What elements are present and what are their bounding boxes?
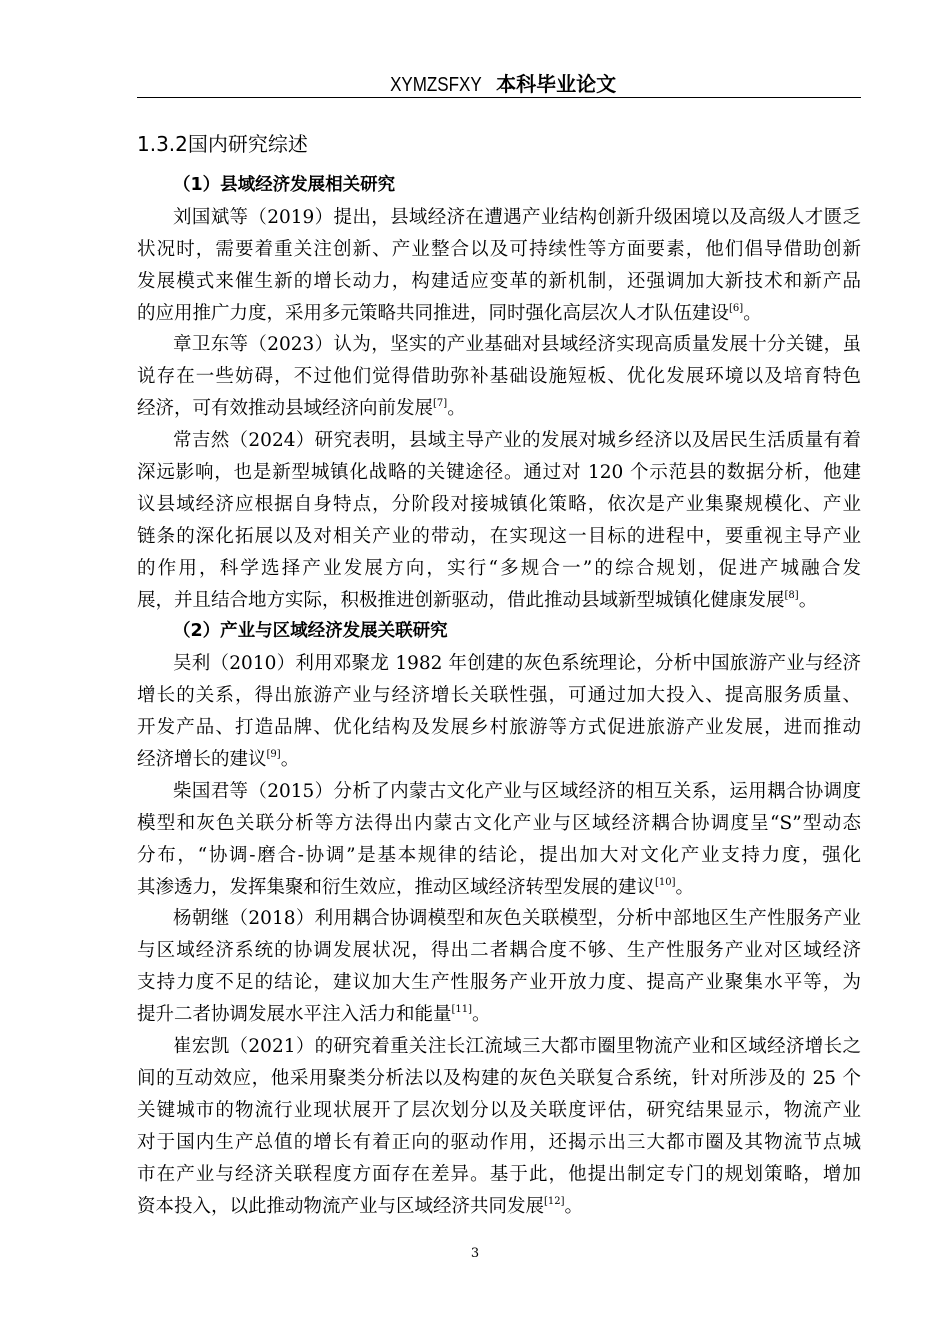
paragraph-line [137,393,861,425]
paragraph-line [137,808,861,840]
line-text: 崔宏凯（2021）的研究着重关注长江流域三大都市圈里物流产业和区域经济增长之 [173,1036,861,1058]
paragraph [137,903,861,1031]
paragraph-line [137,425,861,457]
subsection-heading: （2）产业与区域经济发展关联研究 [173,621,448,642]
paragraph [137,648,861,776]
line-text: 开发产品、打造品牌、优化结构及发展乡村旅游等方式促进旅游产业发展，进而推动 [137,717,861,739]
header-code: XYMZSFXY [390,74,482,96]
sentence-end: 。 [743,302,762,324]
line-text: 市在产业与经济关联程度方面存在差异。基于此，他提出制定专门的规划策略，增加 [137,1163,861,1185]
paragraph-line [137,712,861,744]
paragraph [137,1031,861,1222]
paragraph [137,776,861,904]
paragraph-line [137,553,861,585]
paragraph [137,202,861,330]
paragraph-line [137,234,861,266]
line-text: 其渗透力，发挥集聚和衍生效应，推动区域经济转型发展的建议 [137,876,656,898]
citation-ref: [8] [784,589,799,601]
document-body [137,170,861,1222]
citation-ref: [9] [266,749,281,761]
paragraph-line [137,840,861,872]
line-text: 支持力度不足的结论，建议加大生产性服务产业开放力度、提高产业聚集水平等，为 [137,972,861,994]
subsection-heading: （1）县域经济发展相关研究 [173,175,396,195]
line-text: 杨朝继（2018）利用耦合协调模型和灰色关联模型，分析中部地区生产性服务产业 [173,908,861,930]
line-text: 经济，可有效推动县域经济向前发展 [137,398,434,420]
paragraph-line [137,329,861,361]
paragraph-line [137,680,861,712]
line-text: 链条的深化拓展以及对相关产业的带动，在实现这一目标的进程中，要重视主导产业 [137,525,861,547]
line-text: 说存在一些妨碍，不过他们觉得借助弥补基础设施短板、优化发展环境以及培育特色 [137,366,861,388]
paragraph [137,425,861,616]
header-title: 本科毕业论文 [496,72,617,96]
paragraph-line [137,457,861,489]
citation-ref: [7] [433,398,448,410]
paragraph-line [137,1031,861,1063]
page-number: 3 [470,1246,480,1261]
line-text: 对于国内生产总值的增长有着正向的驱动作用，还揭示出三大都市圈及其物流节点城 [137,1131,861,1153]
sentence-end: 。 [447,398,466,420]
line-text: 与区域经济系统的协调发展状况，得出二者耦合度不够、生产性服务产业对区域经济 [137,940,861,962]
paragraph-line [137,266,861,298]
citation-ref: [12] [544,1195,565,1207]
paragraph-line [137,935,861,967]
paragraph [137,329,861,425]
line-text: 的作用，科学选择产业发展方向，实行“多规合一”的综合规划，促进产城融合发 [137,557,861,579]
paragraph-line [137,872,861,904]
paragraph-line [137,1063,861,1095]
sentence-end: 。 [675,876,695,898]
paragraph-line [137,744,861,776]
line-text: 深远影响，也是新型城镇化战略的关键途径。通过对 120 个示范县的数据分析，他建 [137,462,861,484]
sentence-end: 。 [564,1195,584,1217]
line-text: 的应用推广力度，采用多元策略共同推进，同时强化高层次人才队伍建设 [137,302,730,324]
paragraph-line [137,648,861,680]
line-text: 增长的关系，得出旅游产业与经济增长关联性强，可通过加大投入、提高服务质量、 [137,685,861,707]
line-text: 展，并且结合地方实际，积极推进创新驱动，借此推动县域新型城镇化健康发展 [137,589,785,611]
paragraph-line [137,1159,861,1191]
paragraph-line [137,967,861,999]
line-text: 关键城市的物流行业现状展开了层次划分以及关联度评估，研究结果显示，物流产业 [137,1099,861,1121]
citation-ref: [11] [451,1004,473,1016]
sentence-end: 。 [798,589,818,611]
citation-ref: [10] [655,876,676,888]
paragraph-line [137,521,861,553]
header-rule [137,97,861,98]
paragraph-line [137,585,861,617]
line-text: 常吉然（2024）研究表明，县域主导产业的发展对城乡经济以及居民生活质量有着 [173,430,861,452]
paragraph-line [137,298,861,330]
line-text: 模型和灰色关联分析等方法得出内蒙古文化产业与区域经济耦合协调度呈“S”型动态 [137,812,861,834]
paragraph-line [137,1191,861,1223]
line-text: 资本投入，以此推动物流产业与区域经济共同发展 [137,1195,545,1217]
line-text: 状况时，需要着重关注创新、产业整合以及可持续性等方面要素，他们倡导借助创新 [137,238,861,260]
paragraph-line [137,903,861,935]
paragraph-line [137,489,861,521]
line-text: 间的互动效应，他采用聚类分析法以及构建的灰色关联复合系统，针对所涉及的 25 个 [137,1067,861,1089]
paragraph-line [137,202,861,234]
paragraph-line [137,1095,861,1127]
paragraph-line [137,999,861,1031]
line-text: 吴利（2010）利用邓聚龙 1982 年创建的灰色系统理论，分析中国旅游产业与经济 [173,653,861,675]
paragraph-line [137,1127,861,1159]
line-text: 发展模式来催生新的增长动力，构建适应变革的新机制，还强调加大新技术和新产品 [137,270,861,292]
sentence-end: 。 [472,1004,491,1026]
section-title: 1.3.2国内研究综述 [137,132,308,156]
line-text: 分布，“协调-磨合-协调”是基本规律的结论，提出加大对文化产业支持力度，强化 [137,844,861,866]
citation-ref: [6] [729,302,744,314]
line-text: 柴国君等（2015）分析了内蒙古文化产业与区域经济的相互关系，运用耦合协调度 [173,780,861,802]
line-text: 提升二者协调发展水平注入活力和能量 [137,1004,452,1026]
line-text: 章卫东等（2023）认为，坚实的产业基础对县域经济实现高质量发展十分关键，虽 [173,334,861,356]
line-text: 经济增长的建议 [137,749,267,771]
paragraph-line [137,776,861,808]
page-header [137,68,861,97]
sentence-end: 。 [280,749,300,771]
line-text: 刘国斌等（2019）提出，县域经济在遭遇产业结构创新升级困境以及高级人才匮乏 [173,206,861,228]
paragraph-line [137,361,861,393]
line-text: 议县域经济应根据自身特点，分阶段对接城镇化策略，依次是产业集聚规模化、产业 [137,493,861,515]
